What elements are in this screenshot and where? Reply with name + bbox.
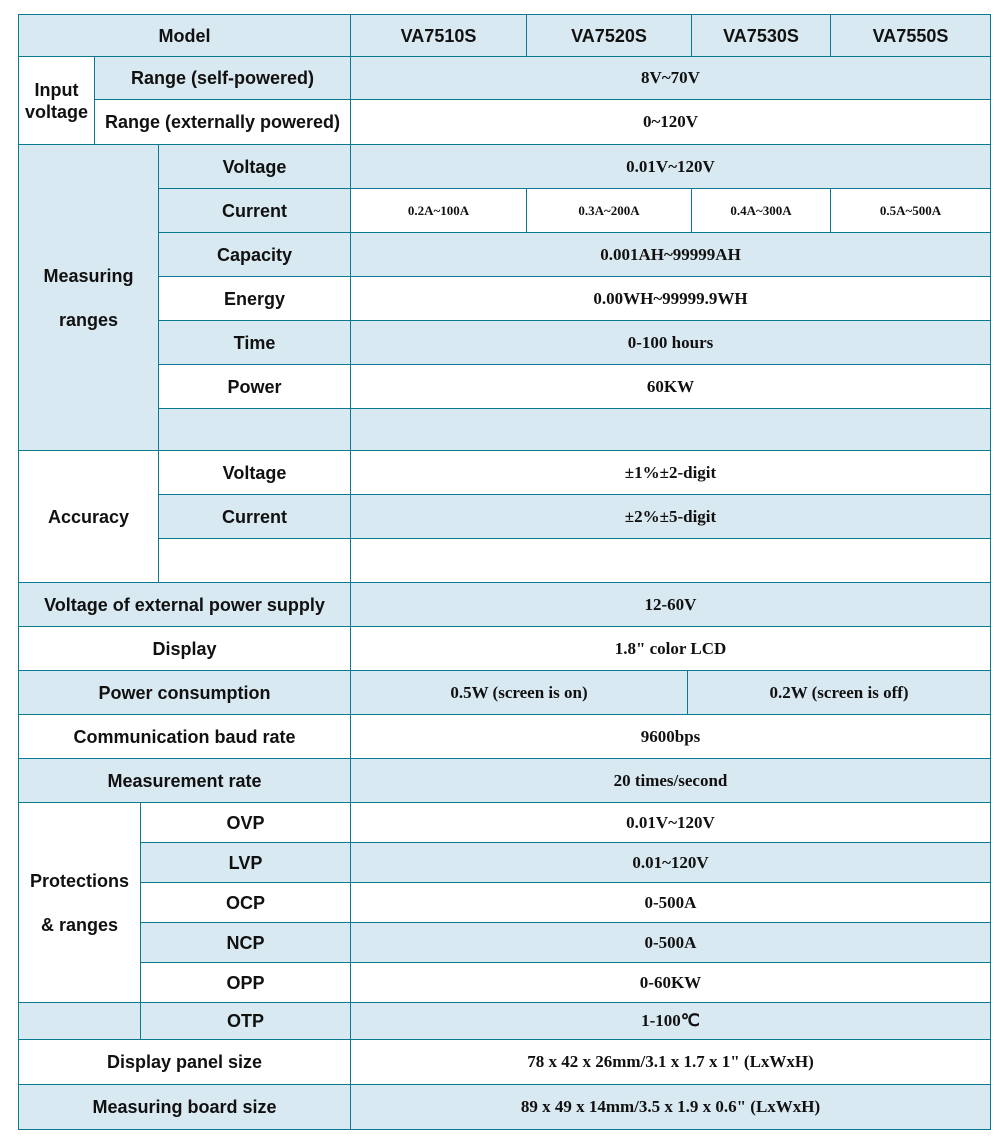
otp-label: OTP — [140, 1002, 351, 1040]
range-self-powered-label: Range (self-powered) — [94, 56, 351, 100]
display-panel-size-label: Display panel size — [18, 1039, 351, 1085]
baud-rate-label: Communication baud rate — [18, 714, 351, 759]
measuring-time-value: 0-100 hours — [350, 320, 991, 365]
measuring-power-label: Power — [158, 364, 351, 409]
model-header: Model — [18, 14, 351, 57]
range-self-powered-value: 8V~70V — [350, 56, 991, 100]
measuring-energy-label: Energy — [158, 276, 351, 321]
accuracy-voltage-value: ±1%±2-digit — [350, 450, 991, 495]
ovp-label: OVP — [140, 802, 351, 843]
measuring-voltage-value: 0.01V~120V — [350, 144, 991, 189]
measuring-board-size-value: 89 x 49 x 14mm/3.5 x 1.9 x 0.6" (LxWxH) — [350, 1084, 991, 1130]
power-consumption-screen-on: 0.5W (screen is on) — [350, 670, 688, 715]
ovp-value: 0.01V~120V — [350, 802, 991, 843]
lvp-label: LVP — [140, 842, 351, 883]
accuracy-group: Accuracy — [18, 450, 159, 583]
input-voltage-group: Input voltage — [18, 56, 95, 145]
spec-table — [18, 14, 991, 1130]
measuring-empty-value-cell — [350, 408, 991, 451]
display-value: 1.8" color LCD — [350, 626, 991, 671]
current-va7550s: 0.5A~500A — [830, 188, 991, 233]
ocp-value: 0-500A — [350, 882, 991, 923]
measuring-voltage-label: Voltage — [158, 144, 351, 189]
accuracy-current-value: ±2%±5-digit — [350, 494, 991, 539]
measuring-energy-value: 0.00WH~99999.9WH — [350, 276, 991, 321]
baud-rate-value: 9600bps — [350, 714, 991, 759]
model-va7520s: VA7520S — [526, 14, 692, 57]
model-va7510s: VA7510S — [350, 14, 527, 57]
external-supply-value: 12-60V — [350, 582, 991, 627]
measuring-power-value: 60KW — [350, 364, 991, 409]
power-consumption-screen-off: 0.2W (screen is off) — [687, 670, 991, 715]
opp-label: OPP — [140, 962, 351, 1003]
external-supply-label: Voltage of external power supply — [18, 582, 351, 627]
ncp-value: 0-500A — [350, 922, 991, 963]
ncp-label: NCP — [140, 922, 351, 963]
display-panel-size-value: 78 x 42 x 26mm/3.1 x 1.7 x 1" (LxWxH) — [350, 1039, 991, 1085]
accuracy-empty-value-cell — [350, 538, 991, 583]
current-va7510s: 0.2A~100A — [350, 188, 527, 233]
measurement-rate-value: 20 times/second — [350, 758, 991, 803]
display-label: Display — [18, 626, 351, 671]
current-va7530s: 0.4A~300A — [691, 188, 831, 233]
lvp-value: 0.01~120V — [350, 842, 991, 883]
protections-group: Protections & ranges — [18, 802, 141, 1003]
measuring-time-label: Time — [158, 320, 351, 365]
model-va7530s: VA7530S — [691, 14, 831, 57]
otp-group-cell — [18, 1002, 141, 1040]
ocp-label: OCP — [140, 882, 351, 923]
opp-value: 0-60KW — [350, 962, 991, 1003]
power-consumption-label: Power consumption — [18, 670, 351, 715]
accuracy-empty-label-cell — [158, 538, 351, 583]
range-externally-powered-label: Range (externally powered) — [94, 99, 351, 145]
otp-value: 1-100℃ — [350, 1002, 991, 1040]
accuracy-current-label: Current — [158, 494, 351, 539]
model-va7550s: VA7550S — [830, 14, 991, 57]
measuring-capacity-label: Capacity — [158, 232, 351, 277]
measuring-board-size-label: Measuring board size — [18, 1084, 351, 1130]
range-externally-powered-value: 0~120V — [350, 99, 991, 145]
accuracy-voltage-label: Voltage — [158, 450, 351, 495]
measuring-capacity-value: 0.001AH~99999AH — [350, 232, 991, 277]
measuring-empty-label-cell — [158, 408, 351, 451]
current-va7520s: 0.3A~200A — [526, 188, 692, 233]
measuring-current-label: Current — [158, 188, 351, 233]
measurement-rate-label: Measurement rate — [18, 758, 351, 803]
measuring-ranges-group: Measuring ranges — [18, 144, 159, 451]
